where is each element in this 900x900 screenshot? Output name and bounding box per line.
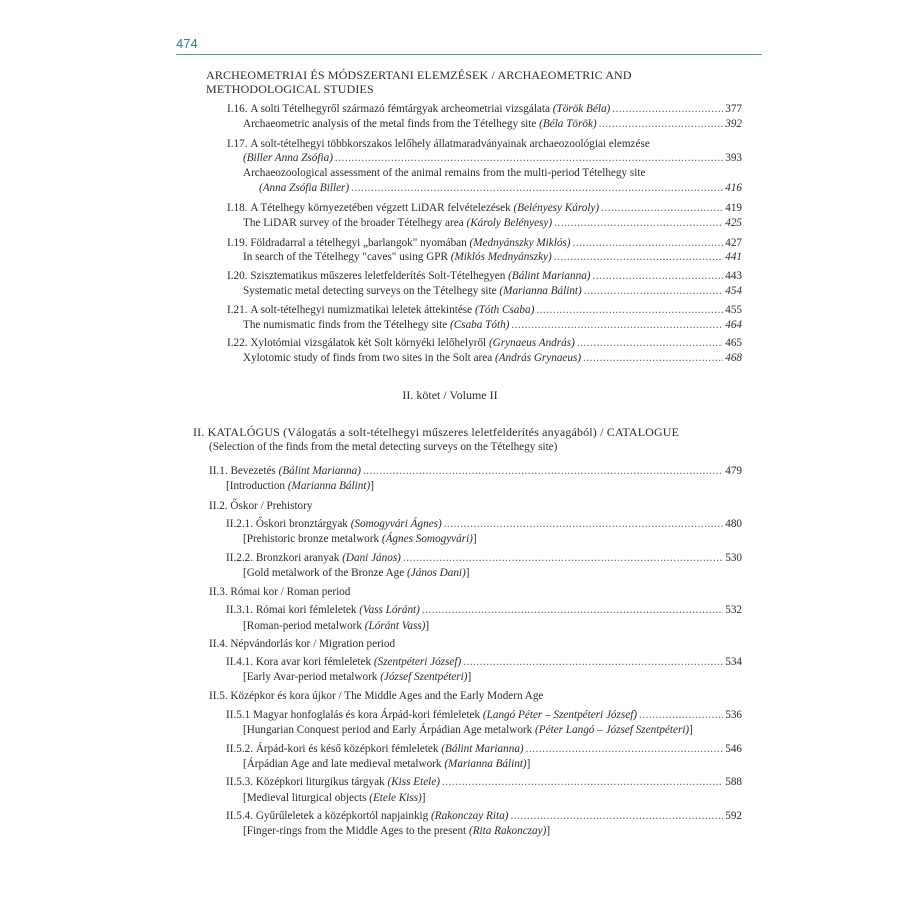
entry-author: (Marianna Bálint) bbox=[287, 480, 371, 492]
entry-author: (Marianna Bálint) bbox=[444, 758, 527, 770]
bracket: ] bbox=[421, 792, 426, 804]
entry-title: A solt-tételhegyi többkorszakos lelőhely állatmaradványainak archaeozoológiai elemzése bbox=[250, 138, 650, 150]
entry-title: Bronzkori aranyak bbox=[255, 552, 340, 564]
entry-title: Bevezetés bbox=[230, 465, 276, 477]
page-ref: 546 bbox=[725, 743, 742, 755]
page-number: 474 bbox=[176, 36, 198, 51]
page-ref: 532 bbox=[725, 604, 742, 616]
section-heading-continued: (Selection of the finds from the metal detecting surveys on the Tételhegy site) bbox=[209, 441, 558, 453]
entry-author: (Anna Zsófia Biller) bbox=[259, 182, 350, 194]
entry-title: Gyűrűleletek a középkortól napjainkig bbox=[255, 810, 429, 822]
toc-entry-translation[interactable] bbox=[243, 670, 471, 684]
entry-number: I.18. bbox=[227, 202, 248, 214]
toc-entry-translation[interactable] bbox=[243, 619, 429, 633]
entry-author: (Bálint Marianna) bbox=[508, 270, 591, 282]
dot-leader bbox=[403, 551, 723, 565]
subsection-title[interactable]: II.2. Őskor / Prehistory bbox=[209, 500, 313, 512]
page-ref: 393 bbox=[725, 152, 742, 164]
toc-entry[interactable] bbox=[226, 708, 742, 722]
entry-title: [Finger-rings from the Middle Ages to the present bbox=[243, 825, 467, 837]
entry-author: (Szentpéteri József) bbox=[373, 656, 462, 668]
page-ref: 416 bbox=[725, 182, 742, 194]
bracket: ] bbox=[689, 724, 693, 736]
toc-entry-translation[interactable] bbox=[243, 117, 742, 131]
entry-number: II.5.1 bbox=[226, 709, 251, 721]
entry-number: II.5.2. bbox=[226, 743, 254, 755]
section-heading: ARCHEOMETRIAI ÉS MÓDSZERTANI ELEMZÉSEK / ARCHAEOMETRIC AND bbox=[206, 68, 632, 82]
entry-number: II.1. bbox=[209, 465, 228, 477]
dot-leader bbox=[612, 102, 723, 116]
toc-entry-translation[interactable] bbox=[226, 479, 374, 493]
entry-author: (Grynaeus András) bbox=[488, 337, 575, 349]
entry-author: (József Szentpéteri) bbox=[380, 671, 468, 683]
bracket: ] bbox=[370, 480, 374, 492]
bracket: ] bbox=[467, 671, 472, 683]
entry-title: [Gold metalwork of the Bronze Age bbox=[243, 567, 405, 579]
subsection-title[interactable]: II.4. Népvándorlás kor / Migration period bbox=[209, 638, 396, 650]
toc-entry[interactable] bbox=[226, 809, 742, 823]
entry-author: (Rita Rakonczay) bbox=[468, 825, 547, 837]
entry-title: The LiDAR survey of the broader Tételhegy area bbox=[243, 217, 464, 229]
dot-leader bbox=[463, 655, 723, 669]
entry-author: (Marianna Bálint) bbox=[499, 285, 582, 297]
section-heading: II. KATALÓGUS (Válogatás a solt-tételhegyi műszeres leletfelderítés anyagából) / CATALOGUE bbox=[193, 425, 680, 439]
page-ref: 443 bbox=[725, 270, 742, 282]
entry-number: I.22. bbox=[227, 337, 248, 349]
entry-title: A solt-tételhegyi numizmatikai leletek áttekintése bbox=[250, 304, 473, 316]
page-ref: 530 bbox=[725, 552, 742, 564]
toc-entry[interactable] bbox=[227, 336, 742, 350]
entry-title: [Early Avar-period metalwork bbox=[243, 671, 378, 683]
entry-author: (Tóth Csaba) bbox=[474, 304, 535, 316]
toc-entry[interactable] bbox=[226, 775, 742, 789]
toc-entry-translation[interactable] bbox=[243, 791, 426, 805]
toc-entry[interactable] bbox=[227, 102, 742, 116]
dot-leader bbox=[335, 151, 723, 165]
page-ref: 427 bbox=[725, 237, 742, 249]
entry-title: [Medieval liturgical objects bbox=[243, 792, 367, 804]
dot-leader bbox=[583, 351, 723, 365]
entry-author: (Biller Anna Zsófia) bbox=[243, 152, 333, 164]
page-ref: 592 bbox=[725, 810, 742, 822]
toc-entry-translation[interactable] bbox=[243, 723, 693, 737]
entry-number: I.17. bbox=[227, 138, 248, 150]
entry-number: II.5.4. bbox=[226, 810, 254, 822]
entry-number: II.4.1. bbox=[226, 656, 254, 668]
page-ref: 480 bbox=[725, 518, 742, 530]
dot-leader bbox=[511, 318, 723, 332]
page-ref: 425 bbox=[725, 217, 742, 229]
dot-leader bbox=[639, 708, 723, 722]
dot-leader bbox=[593, 269, 724, 283]
dot-leader bbox=[601, 201, 723, 215]
dot-leader bbox=[554, 250, 723, 264]
entry-title: Őskori bronztárgyak bbox=[255, 518, 348, 530]
entry-title: A Tételhegy környezetében végzett LiDAR felvételezések bbox=[250, 202, 511, 214]
toc-entry-title-line[interactable] bbox=[227, 137, 650, 151]
entry-title: Kora avar kori fémleletek bbox=[255, 656, 372, 668]
entry-title: [Roman-period metalwork bbox=[243, 620, 362, 632]
page-ref: 465 bbox=[725, 337, 742, 349]
dot-leader bbox=[442, 775, 723, 789]
entry-title: In search of the Tételhegy "caves" using GPR bbox=[243, 251, 448, 263]
page-ref: 377 bbox=[725, 103, 742, 115]
entry-number: II.2.1. bbox=[226, 518, 254, 530]
entry-title: Archaeometric analysis of the metal finds from the Tételhegy site bbox=[243, 118, 537, 130]
dot-leader bbox=[422, 603, 723, 617]
dot-leader bbox=[573, 236, 724, 250]
entry-title: Földradarral a tételhegyi „barlangok" nyomában bbox=[250, 237, 467, 249]
page-ref: 536 bbox=[725, 709, 742, 721]
toc-entry[interactable] bbox=[226, 655, 742, 669]
dot-leader bbox=[536, 303, 723, 317]
entry-title: Magyar honfoglalás és kora Árpád-kori fémleletek bbox=[253, 709, 481, 721]
page-ref: 419 bbox=[725, 202, 742, 214]
toc-entry[interactable] bbox=[227, 201, 742, 215]
entry-title: Középkori liturgikus tárgyak bbox=[255, 776, 385, 788]
page-ref: 588 bbox=[725, 776, 742, 788]
dot-leader bbox=[584, 284, 723, 298]
bracket: ] bbox=[425, 620, 430, 632]
entry-author: (Bálint Marianna) bbox=[278, 465, 361, 477]
entry-title: Árpád-kori és késő középkori fémleletek bbox=[255, 743, 439, 755]
subsection-title[interactable]: II.5. Középkor és kora újkor / The Middle Ages and the Early Modern Age bbox=[209, 690, 544, 702]
bracket: ] bbox=[465, 567, 470, 579]
entry-author: (Károly Belényesy) bbox=[466, 217, 553, 229]
toc-entry[interactable] bbox=[226, 603, 742, 617]
toc-entry[interactable] bbox=[227, 236, 742, 250]
entry-number: I.20. bbox=[227, 270, 248, 282]
page-ref: 392 bbox=[725, 118, 742, 130]
toc-entry[interactable] bbox=[226, 551, 742, 565]
entry-number: II.5.3. bbox=[226, 776, 254, 788]
dot-leader bbox=[526, 742, 724, 756]
page-ref: 441 bbox=[725, 251, 742, 263]
entry-author: (Rakonczay Rita) bbox=[431, 810, 509, 822]
toc-entry[interactable] bbox=[209, 464, 742, 478]
toc-entry-translation[interactable] bbox=[243, 216, 742, 230]
entry-number: I.21. bbox=[227, 304, 248, 316]
toc-entry[interactable] bbox=[227, 269, 742, 283]
entry-title: Xylotomic study of finds from two sites in the Solt area bbox=[243, 352, 493, 364]
bracket: ] bbox=[526, 758, 531, 770]
entry-title: [Introduction bbox=[226, 480, 286, 492]
entry-title: A solti Tételhegyről származó fémtárgyak archeometriai vizsgálata bbox=[250, 103, 550, 115]
toc-entry[interactable] bbox=[226, 742, 742, 756]
bracket: ] bbox=[546, 825, 551, 837]
page-ref: 534 bbox=[725, 656, 742, 668]
entry-title: [Prehistoric bronze metalwork bbox=[243, 533, 380, 545]
toc-entry[interactable] bbox=[227, 303, 742, 317]
entry-number: I.19. bbox=[227, 237, 248, 249]
toc-entry-translation[interactable] bbox=[243, 824, 550, 838]
toc-entry-translation[interactable] bbox=[259, 181, 742, 195]
entry-title: The numismatic finds from the Tételhegy site bbox=[243, 319, 448, 331]
entry-author: (Miklós Mednyánszky) bbox=[450, 251, 552, 263]
toc-entry-translation[interactable] bbox=[243, 351, 742, 365]
page-ref: 468 bbox=[725, 352, 742, 364]
entry-author: (Kiss Etele) bbox=[387, 776, 440, 788]
section-heading-continued: METHODOLOGICAL STUDIES bbox=[206, 82, 374, 96]
entry-number: II.2.2. bbox=[226, 552, 254, 564]
entry-author: (Lóránt Vass) bbox=[364, 620, 426, 632]
entry-author: (Belényesy Károly) bbox=[513, 202, 600, 214]
entry-author: (Langó Péter – Szentpéteri József) bbox=[482, 709, 638, 721]
entry-author: (Vass Lóránt) bbox=[359, 604, 420, 616]
dot-leader bbox=[599, 117, 724, 131]
entry-author: (Somogyvári Ágnes) bbox=[350, 518, 442, 530]
toc-entry[interactable] bbox=[243, 151, 742, 165]
entry-author: (Péter Langó – József Szentpéteri) bbox=[535, 724, 690, 736]
entry-number: I.16. bbox=[227, 103, 248, 115]
subsection-title[interactable]: II.3. Római kor / Roman period bbox=[209, 586, 351, 598]
dot-leader bbox=[363, 464, 723, 478]
entry-author: (Bálint Marianna) bbox=[441, 743, 524, 755]
toc-entry-translation[interactable] bbox=[243, 284, 742, 298]
entry-title: [Hungarian Conquest period and Early Árpádian Age metalwork bbox=[243, 724, 533, 736]
page-ref: 454 bbox=[725, 285, 742, 297]
toc-entry-translation[interactable] bbox=[243, 318, 742, 332]
toc-entry-translation[interactable] bbox=[243, 532, 477, 546]
toc-entry-translation[interactable] bbox=[243, 566, 470, 580]
page-ref: 455 bbox=[725, 304, 742, 316]
dot-leader bbox=[351, 181, 723, 195]
entry-author: (Mednyánszky Miklós) bbox=[469, 237, 571, 249]
bracket: ] bbox=[472, 533, 477, 545]
entry-title: Systematic metal detecting surveys on the Tételhegy site bbox=[243, 285, 497, 297]
toc-entry[interactable] bbox=[226, 517, 742, 531]
page-ref: 464 bbox=[725, 319, 742, 331]
entry-author: (Török Béla) bbox=[552, 103, 611, 115]
toc-entry-translation-line[interactable]: Archaeozoological assessment of the animal remains from the multi-period Tételhegy site bbox=[243, 167, 646, 179]
dot-leader bbox=[554, 216, 723, 230]
dot-leader bbox=[510, 809, 723, 823]
entry-title: Római kori fémleletek bbox=[255, 604, 357, 616]
entry-title: Szisztematikus műszeres leletfelderítés Solt-Tételhegyen bbox=[250, 270, 506, 282]
toc-entry-translation[interactable] bbox=[243, 757, 530, 771]
entry-title: [Árpádian Age and late medieval metalwork bbox=[243, 758, 442, 770]
entry-author: (András Grynaeus) bbox=[495, 352, 582, 364]
entry-title: Xylotómiai vizsgálatok két Solt környéki lelőhelyről bbox=[250, 337, 487, 349]
entry-author: (Béla Török) bbox=[539, 118, 597, 130]
toc-entry-translation[interactable] bbox=[243, 250, 742, 264]
entry-author: (Etele Kiss) bbox=[369, 792, 422, 804]
entry-author: (Ágnes Somogyvári) bbox=[381, 533, 473, 545]
entry-author: (Csaba Tóth) bbox=[450, 319, 510, 331]
entry-author: (János Dani) bbox=[407, 567, 466, 579]
dot-leader bbox=[577, 336, 723, 350]
page-ref: 479 bbox=[725, 465, 742, 477]
entry-author: (Dani János) bbox=[342, 552, 401, 564]
volume-title: II. kötet / Volume II bbox=[402, 388, 498, 402]
dot-leader bbox=[444, 517, 723, 531]
entry-number: II.3.1. bbox=[226, 604, 254, 616]
